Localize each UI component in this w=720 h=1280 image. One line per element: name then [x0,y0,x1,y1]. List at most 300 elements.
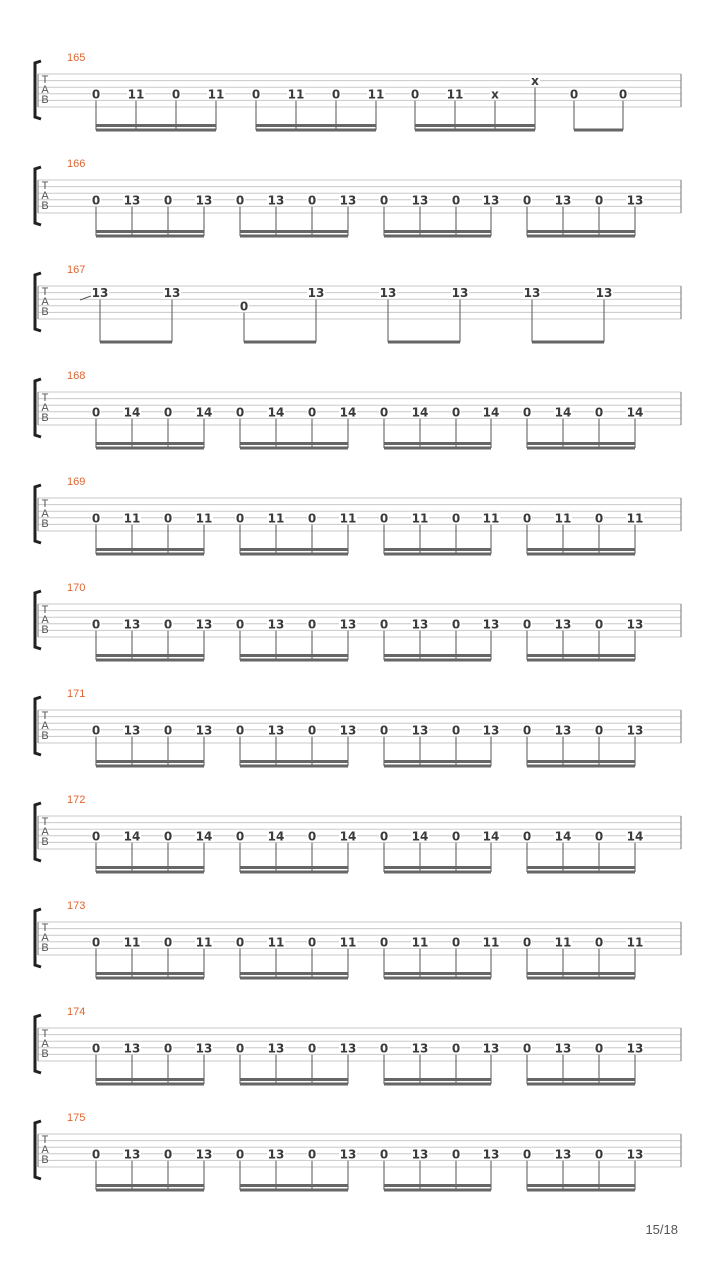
fret-number: 0 [163,935,173,950]
fret-number: 13 [554,617,572,632]
beam [384,1184,491,1187]
tab-clef-letter: A [41,1038,49,1050]
fret-number: x [491,87,499,102]
measure-number: 166 [67,158,86,170]
fret-number: 13 [626,723,644,738]
beam [384,1189,491,1192]
fret-number: 0 [163,829,173,844]
fret-number: 13 [595,286,613,301]
fret-number: 13 [554,1147,572,1162]
fret-number: 13 [267,617,285,632]
beam [100,341,172,344]
fret-number: 13 [267,1041,285,1056]
fret-number: 13 [523,286,541,301]
tab-clef-letter: B [41,200,49,212]
fret-number: 11 [127,87,145,102]
fret-number: 14 [267,405,285,420]
fret-number: 0 [307,829,317,844]
fret-number: 13 [411,193,429,208]
fret-number: 11 [446,87,464,102]
fret-number: 0 [594,935,604,950]
beam [96,548,204,551]
measure-number: 172 [67,794,86,806]
beam [96,442,204,445]
tab-clef-letter: B [41,624,49,636]
fret-number: 0 [522,723,532,738]
fret-number: 0 [307,617,317,632]
fret-number: 11 [411,511,429,526]
fret-number: 0 [594,617,604,632]
fret-number: 0 [235,1041,245,1056]
fret-number: 13 [482,1147,500,1162]
fret-number: 14 [195,405,213,420]
beam [96,1189,204,1192]
beam [384,765,491,768]
fret-number: 0 [594,405,604,420]
fret-number: 0 [163,511,173,526]
fret-number: 0 [235,829,245,844]
fret-number: 13 [451,286,469,301]
fret-number: 0 [379,723,389,738]
fret-number: 0 [307,1041,317,1056]
fret-number: 13 [195,617,213,632]
fret-number: 13 [411,617,429,632]
fret-number: 0 [522,511,532,526]
fret-number: 0 [522,617,532,632]
fret-number: 13 [123,723,141,738]
fret-number: 0 [163,193,173,208]
beam [527,871,635,874]
fret-number: 11 [482,935,500,950]
fret-number: 14 [339,405,357,420]
fret-number: 0 [522,1041,532,1056]
fret-number: 11 [195,511,213,526]
fret-number: 0 [451,405,461,420]
beam [384,442,491,445]
fret-number: 13 [554,193,572,208]
tab-clef-letter: A [41,296,49,308]
beam [527,1189,635,1192]
fret-number: 11 [267,511,285,526]
tab-clef-letter: B [41,730,49,742]
beam [240,1189,348,1192]
beam [240,1184,348,1187]
beam [384,659,491,662]
beam [96,1083,204,1086]
beam [527,1078,635,1081]
beam [384,553,491,556]
fret-number: 13 [339,1147,357,1162]
fret-number: 0 [451,617,461,632]
fret-number: 13 [123,193,141,208]
beam [240,871,348,874]
fret-number: 0 [331,87,341,102]
fret-number: 13 [195,1147,213,1162]
fret-number: 0 [569,87,579,102]
tab-system [35,264,681,344]
fret-number: 0 [171,87,181,102]
beam [96,553,204,556]
fret-number: 0 [307,511,317,526]
beam [527,765,635,768]
fret-number: 0 [379,617,389,632]
beam [96,1078,204,1081]
fret-number: 13 [411,1147,429,1162]
fret-number: 0 [91,1041,101,1056]
fret-number: x [531,74,539,89]
fret-number: 0 [235,511,245,526]
fret-number: 0 [91,511,101,526]
fret-number: 14 [339,829,357,844]
tab-clef-letter: A [41,932,49,944]
fret-number: 14 [411,405,429,420]
tab-clef-letter: B [41,942,49,954]
fret-number: 0 [522,193,532,208]
beam [240,654,348,657]
fret-number: 14 [626,405,644,420]
beam [244,341,316,344]
tab-clef-letter: A [41,402,49,414]
beam [240,235,348,238]
tab-clef-letter: T [41,498,49,510]
beam [384,1078,491,1081]
tab-clef-letter: A [41,84,49,96]
beam [527,977,635,980]
fret-number: 14 [482,829,500,844]
fret-number: 13 [195,723,213,738]
fret-number: 0 [379,193,389,208]
fret-number: 13 [339,723,357,738]
fret-number: 13 [411,1041,429,1056]
beam [527,447,635,450]
fret-number: 0 [451,1147,461,1162]
beam [96,866,204,869]
beam [96,230,204,233]
fret-number: 13 [163,286,181,301]
measure-number: 174 [67,1006,86,1018]
beam [527,866,635,869]
fret-number: 0 [239,299,249,314]
fret-number: 11 [195,935,213,950]
beam [240,765,348,768]
fret-number: 0 [451,935,461,950]
tab-clef-letter: B [41,1154,49,1166]
tab-system [35,370,681,450]
tab-clef-letter: T [41,1134,49,1146]
fret-number: 13 [626,617,644,632]
fret-number: 11 [339,511,357,526]
fret-number: 14 [123,829,141,844]
fret-number: 0 [594,1147,604,1162]
beam [240,548,348,551]
beam [96,871,204,874]
tab-clef-letter: B [41,306,49,318]
tab-clef-letter: T [41,74,49,86]
beam [388,341,460,344]
fret-number: 11 [207,87,225,102]
fret-number: 13 [411,723,429,738]
fret-number: 0 [594,1041,604,1056]
tab-clef-letter: B [41,1048,49,1060]
fret-number: 0 [307,193,317,208]
fret-number: 0 [522,405,532,420]
tab-clef-letter: T [41,392,49,404]
tab-clef-letter: A [41,614,49,626]
fret-number: 0 [235,617,245,632]
beam [527,442,635,445]
fret-number: 0 [163,1041,173,1056]
fret-number: 0 [163,617,173,632]
fret-number: 0 [91,405,101,420]
measure-number: 168 [67,370,86,382]
beam [527,659,635,662]
fret-number: 0 [594,829,604,844]
beam [384,977,491,980]
beam [240,1078,348,1081]
beam [96,977,204,980]
fret-number: 0 [451,193,461,208]
beam [96,235,204,238]
fret-number: 11 [554,935,572,950]
fret-number: 0 [91,829,101,844]
measure-number: 169 [67,476,86,488]
fret-number: 14 [411,829,429,844]
fret-number: 0 [379,1041,389,1056]
beam [574,129,623,132]
fret-number: 13 [626,193,644,208]
fret-number: 0 [451,829,461,844]
fret-number: 14 [123,405,141,420]
fret-number: 0 [451,1041,461,1056]
fret-number: 11 [267,935,285,950]
beam [96,972,204,975]
fret-number: 14 [482,405,500,420]
beam [240,1083,348,1086]
beam [240,230,348,233]
tab-clef-letter: T [41,710,49,722]
fret-number: 0 [235,193,245,208]
beam [415,124,535,127]
fret-number: 0 [307,935,317,950]
tab-system [35,794,681,874]
fret-number: 0 [522,935,532,950]
beam [384,866,491,869]
fret-number: 13 [195,1041,213,1056]
beam [96,129,216,132]
beam [240,447,348,450]
tab-system [35,582,681,662]
fret-number: 0 [522,829,532,844]
fret-number: 0 [307,1147,317,1162]
fret-number: 13 [482,1041,500,1056]
beam [96,765,204,768]
fret-number: 13 [91,286,109,301]
fret-number: 13 [123,617,141,632]
tab-clef-letter: A [41,826,49,838]
fret-number: 13 [482,193,500,208]
fret-number: 0 [163,723,173,738]
tab-system [35,1112,681,1192]
beam [384,1083,491,1086]
beam [240,866,348,869]
beam [240,659,348,662]
fret-number: 0 [451,723,461,738]
fret-number: 13 [482,723,500,738]
tab-clef-letter: B [41,518,49,530]
beam [527,654,635,657]
fret-number: 13 [554,1041,572,1056]
fret-number: 13 [267,1147,285,1162]
fret-number: 13 [123,1041,141,1056]
beam [415,129,535,132]
tab-clef-letter: T [41,604,49,616]
fret-number: 0 [379,511,389,526]
fret-number: 14 [554,405,572,420]
fret-number: 0 [91,617,101,632]
beam [384,871,491,874]
fret-number: 11 [626,935,644,950]
fret-number: 13 [195,193,213,208]
fret-number: 13 [482,617,500,632]
tab-clef-letter: A [41,720,49,732]
beam [527,760,635,763]
beam [384,235,491,238]
beam [240,972,348,975]
fret-number: 11 [123,935,141,950]
fret-number: 0 [235,723,245,738]
fret-number: 13 [339,1041,357,1056]
beam [532,341,604,344]
tab-system [35,476,681,556]
fret-number: 14 [626,829,644,844]
beam [527,235,635,238]
tab-clef-letter: T [41,816,49,828]
beam [527,230,635,233]
beam [527,972,635,975]
measure-number: 165 [67,52,86,64]
beam [384,972,491,975]
beam [96,1184,204,1187]
beam [96,124,216,127]
fret-number: 0 [307,405,317,420]
beam [527,1083,635,1086]
tab-clef-letter: A [41,508,49,520]
fret-number: 11 [411,935,429,950]
fret-number: 13 [626,1041,644,1056]
fret-number: 11 [287,87,305,102]
fret-number: 13 [339,193,357,208]
fret-number: 0 [379,829,389,844]
fret-number: 0 [163,405,173,420]
tab-clef-letter: T [41,286,49,298]
beam [240,760,348,763]
fret-number: 0 [594,193,604,208]
tab-clef-letter: B [41,94,49,106]
tab-system [35,52,681,132]
measure-number: 171 [67,688,86,700]
beam [96,447,204,450]
beam [384,447,491,450]
fret-number: 0 [251,87,261,102]
fret-number: 0 [163,1147,173,1162]
fret-number: 11 [482,511,500,526]
tab-clef-letter: B [41,836,49,848]
fret-number: 0 [91,193,101,208]
fret-number: 13 [307,286,325,301]
fret-number: 0 [379,935,389,950]
fret-number: 0 [410,87,420,102]
measure-number: 167 [67,264,86,276]
page-number: 15/18 [645,1222,678,1237]
fret-number: 11 [626,511,644,526]
tab-clef-letter: T [41,180,49,192]
fret-number: 0 [307,723,317,738]
tab-system [35,1006,681,1086]
beam [240,977,348,980]
fret-number: 13 [379,286,397,301]
beam [256,124,376,127]
beam [96,760,204,763]
beam [384,230,491,233]
fret-number: 0 [451,511,461,526]
fret-number: 0 [91,1147,101,1162]
fret-number: 0 [522,1147,532,1162]
fret-number: 13 [123,1147,141,1162]
beam [96,654,204,657]
tab-clef-letter: B [41,412,49,424]
beam [256,129,376,132]
measure-number: 170 [67,582,86,594]
fret-number: 11 [339,935,357,950]
fret-number: 14 [554,829,572,844]
tab-clef-letter: A [41,190,49,202]
tab-system [35,688,681,768]
fret-number: 11 [123,511,141,526]
tab-clef-letter: A [41,1144,49,1156]
fret-number: 0 [379,405,389,420]
fret-number: 0 [594,511,604,526]
beam [384,654,491,657]
tab-clef-letter: T [41,922,49,934]
beam [527,553,635,556]
fret-number: 13 [626,1147,644,1162]
fret-number: 11 [554,511,572,526]
fret-number: 13 [554,723,572,738]
fret-number: 0 [91,723,101,738]
beam [527,548,635,551]
fret-number: 0 [235,1147,245,1162]
fret-number: 0 [91,87,101,102]
fret-number: 0 [235,405,245,420]
fret-number: 13 [267,193,285,208]
fret-number: 0 [235,935,245,950]
beam [384,548,491,551]
tab-system [35,158,681,238]
fret-number: 13 [267,723,285,738]
fret-number: 14 [267,829,285,844]
measure-number: 175 [67,1112,86,1124]
fret-number: 0 [379,1147,389,1162]
beam [240,553,348,556]
fret-number: 11 [367,87,385,102]
tab-system [35,900,681,980]
beam [96,659,204,662]
beam [527,1184,635,1187]
fret-number: 14 [195,829,213,844]
fret-number: 0 [594,723,604,738]
tab-clef-letter: T [41,1028,49,1040]
fret-number: 13 [339,617,357,632]
